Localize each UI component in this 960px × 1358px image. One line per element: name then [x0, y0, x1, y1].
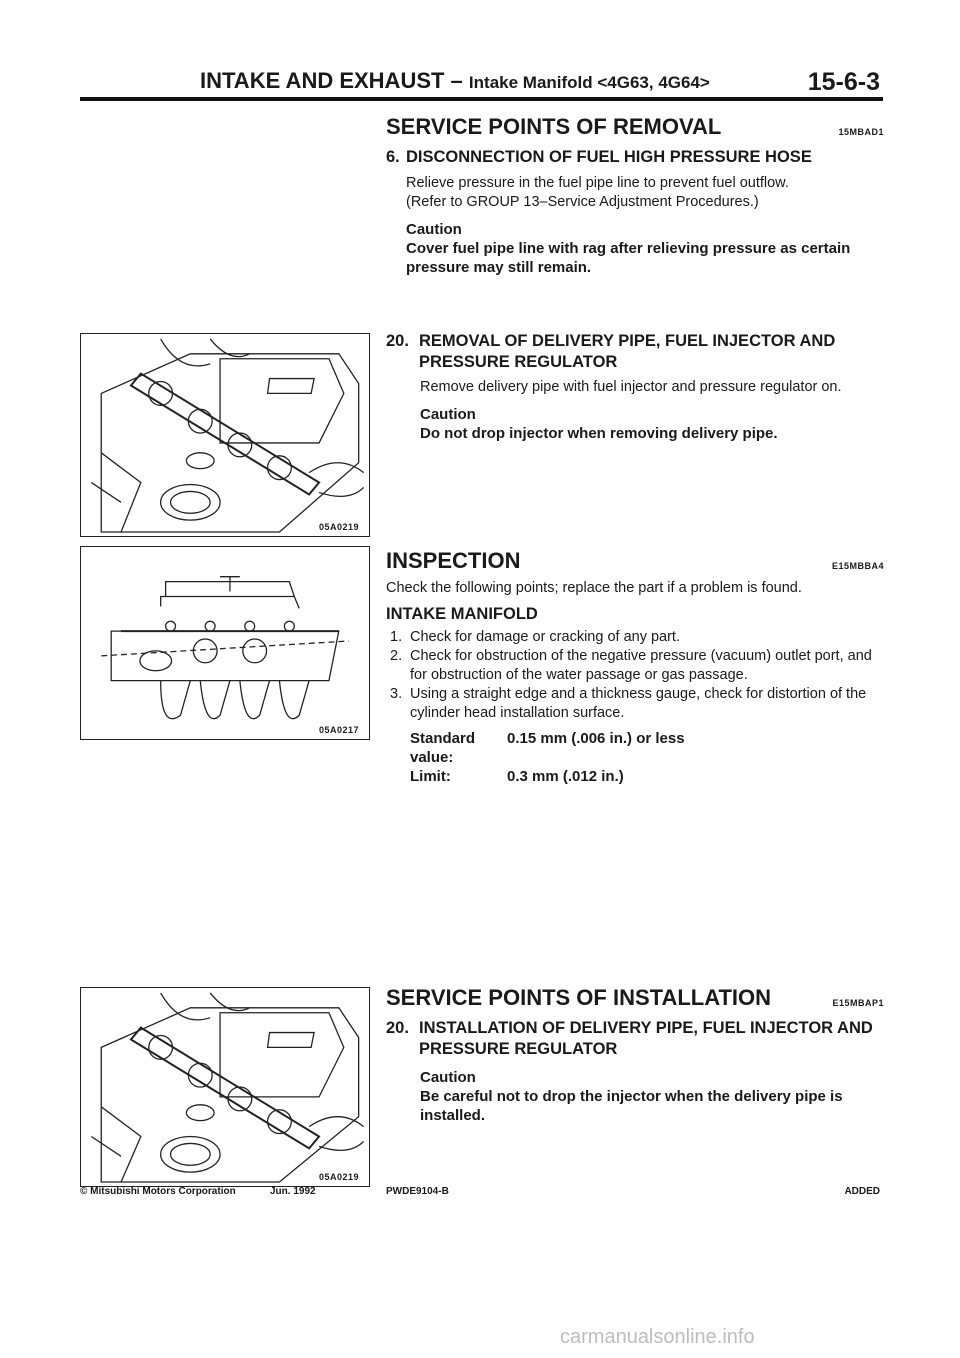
list-item-number: 2. [390, 648, 403, 664]
inspection-code: E15MBBA4 [831, 561, 884, 571]
inspection-section [386, 548, 884, 786]
limit-label: Limit: [410, 768, 451, 785]
header-subtitle: Intake Manifold <4G63, 4G64> [468, 73, 710, 92]
page-header-title [200, 68, 710, 94]
inspection-title: INSPECTION [386, 548, 521, 573]
removal-heading [386, 114, 884, 140]
install-item-20-caution-label: Caution [420, 1069, 476, 1086]
item-6-number: 6. [386, 148, 400, 166]
install-item-20-number: 20. [386, 1019, 409, 1037]
figure-1-code: 05A0219 [318, 522, 359, 532]
install-item-20-caution-text: Be careful not to drop the injector when the delivery pipe is installed. [420, 1088, 843, 1124]
limit-row [410, 767, 884, 786]
installation-heading [386, 985, 884, 1011]
figure-3-code: 05A0219 [318, 1172, 359, 1182]
watermark: carmanualsonline.info [560, 1326, 755, 1348]
figure-2-code: 05A0217 [318, 725, 359, 735]
intake-manifold-heading: INTAKE MANIFOLD [386, 605, 538, 623]
standard-value-label: Standard value: [410, 730, 476, 766]
footer-copyright: © Mitsubishi Motors Corporation [80, 1186, 236, 1197]
removal-code: 15MBAD1 [838, 127, 884, 137]
item-20-title: REMOVAL OF DELIVERY PIPE, FUEL INJECTOR AND PRESSURE REGULATOR [419, 332, 836, 371]
list-item-number: 1. [390, 629, 403, 645]
item-6-text-1: Relieve pressure in the fuel pipe line to prevent fuel outflow. [406, 175, 789, 191]
item-20-caution-label: Caution [420, 406, 476, 423]
item-6-caution-text: Cover fuel pipe line with rag after relieving pressure as certain pressure may still remain. [406, 240, 851, 276]
install-item-20-heading [386, 1018, 884, 1060]
standard-value: 0.15 mm (.006 in.) or less [507, 730, 685, 747]
installation-section [386, 985, 884, 1125]
list-item-text: Using a straight edge and a thickness gauge, check for distortion of the cylinder head installation surface. [410, 686, 867, 721]
page-number: 15-6-3 [807, 68, 880, 96]
item-6-title: DISCONNECTION OF FUEL HIGH PRESSURE HOSE [406, 148, 812, 166]
header-title: INTAKE AND EXHAUST – [200, 68, 463, 93]
inspection-intro: Check the following points; replace the part if a problem is found. [386, 580, 802, 596]
item-20-number: 20. [386, 332, 409, 350]
install-item-20-title: INSTALLATION OF DELIVERY PIPE, FUEL INJECTOR AND PRESSURE REGULATOR [419, 1019, 873, 1058]
inspection-list-item [386, 647, 884, 685]
inspection-heading [386, 548, 884, 574]
item-6-caution-label: Caution [406, 221, 462, 238]
installation-code: E15MBAP1 [832, 998, 884, 1008]
item-6-text-2: (Refer to GROUP 13–Service Adjustment Procedures.) [406, 194, 759, 210]
standard-value-row [410, 729, 884, 767]
item-20-heading [386, 331, 884, 373]
list-item-number: 3. [390, 686, 403, 702]
list-item-text: Check for damage or cracking of any part. [410, 629, 680, 645]
limit-value: 0.3 mm (.012 in.) [507, 768, 624, 785]
inspection-list-item [386, 685, 884, 723]
footer-date: Jun. 1992 [270, 1186, 316, 1197]
inspection-list-item [386, 628, 884, 647]
figure-delivery-pipe-installation [80, 987, 370, 1187]
removal-title: SERVICE POINTS OF REMOVAL [386, 114, 722, 139]
footer-doc-id: PWDE9104-B [386, 1186, 449, 1197]
item-20-caution-text: Do not drop injector when removing delivery pipe. [420, 425, 778, 442]
removal-section [386, 114, 884, 277]
list-item-text: Check for obstruction of the negative pressure (vacuum) outlet port, and for obstruction of the water passage or gas passage. [410, 648, 872, 683]
figure-delivery-pipe-removal [80, 333, 370, 537]
figure-intake-manifold [80, 546, 370, 740]
header-rule [80, 97, 883, 101]
installation-title: SERVICE POINTS OF INSTALLATION [386, 985, 772, 1010]
footer-status: ADDED [844, 1186, 880, 1197]
inspection-list [386, 628, 884, 723]
item-20-text: Remove delivery pipe with fuel injector and pressure regulator on. [420, 379, 842, 395]
item-6-heading [386, 147, 884, 168]
removal-item-20 [386, 331, 884, 443]
